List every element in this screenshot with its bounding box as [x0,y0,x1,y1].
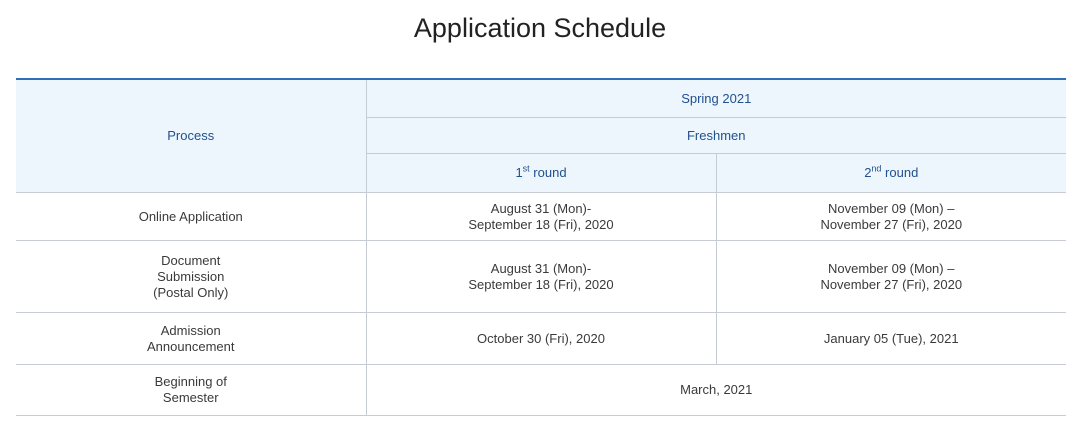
process-line: Admission [160,322,221,338]
round-1-cell [366,241,716,313]
process-cell [16,365,366,416]
round-1-suffix: st [522,163,530,174]
date-line: November 09 (Mon) – [828,260,955,276]
process-line: (Postal Only) [153,284,229,300]
application-schedule-table [16,78,1066,416]
process-cell [16,193,366,241]
round-1-number: 1 [515,165,523,180]
date-line: September 18 (Fri), 2020 [468,276,614,292]
header-term: Spring 2021 [366,79,1066,118]
date-line: November 09 (Mon) – [828,200,955,216]
date-line: August 31 (Mon)- [490,260,592,276]
table-row-admission-announcement [16,313,1066,365]
date-line: November 27 (Fri), 2020 [820,216,963,232]
round-1-cell [366,313,716,365]
header-round-1 [366,154,716,193]
header-round-2 [716,154,1066,193]
date-line: October 30 (Fri), 2020 [477,330,605,346]
table-row-document-submission [16,241,1066,313]
round-2-cell [716,241,1066,313]
date-line: September 18 (Fri), 2020 [468,216,614,232]
header-process: Process [16,79,366,193]
process-line: Document [161,252,221,268]
date-line: March, 2021 [680,382,753,397]
process-line: Online Application [138,208,243,224]
process-line: Announcement [147,338,235,354]
page-title: Application Schedule [413,13,667,43]
round-2-text: round [881,165,919,180]
round-2-suffix: nd [871,163,882,174]
round-2-cell [716,193,1066,241]
round-1-text: round [529,165,567,180]
process-line: Submission [157,268,225,284]
round-1-cell [366,193,716,241]
date-line: January 05 (Tue), 2021 [823,330,959,346]
round-2-cell [716,313,1066,365]
header-row-term [16,79,1066,118]
process-cell [16,241,366,313]
table-row-beginning-of-semester [16,365,1066,416]
date-line: August 31 (Mon)- [490,200,592,216]
round-2-number: 2 [864,165,872,180]
merged-date-cell [366,365,1066,416]
header-group: Freshmen [366,118,1066,154]
table-row-online-application [16,193,1066,241]
date-line: November 27 (Fri), 2020 [820,276,963,292]
process-cell [16,313,366,365]
process-line: Beginning of [154,374,227,389]
process-line: Semester [162,390,219,405]
